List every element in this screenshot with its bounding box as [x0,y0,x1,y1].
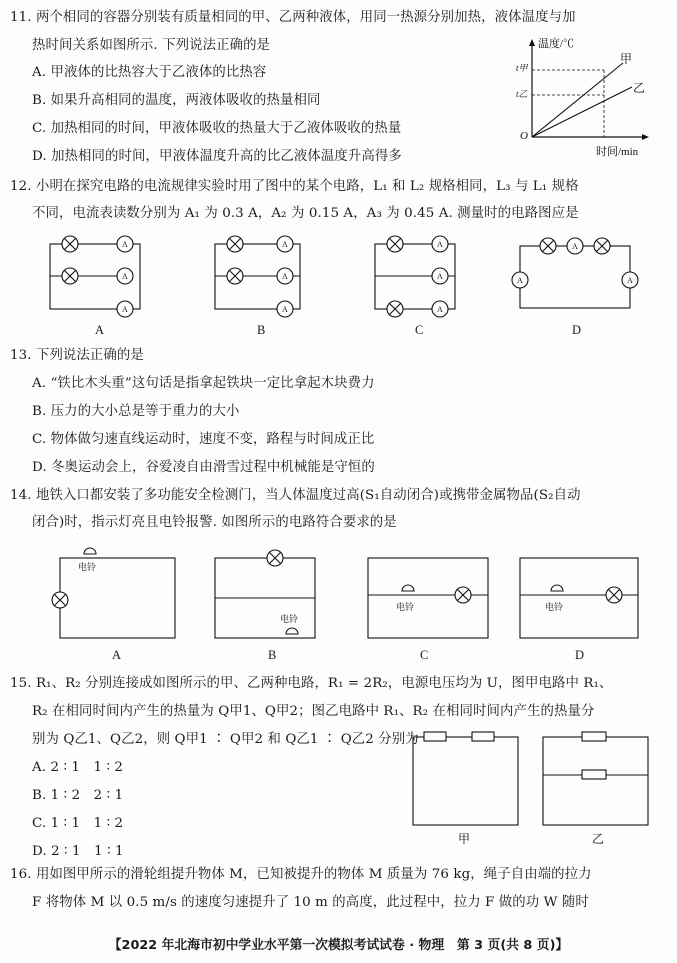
svg-text:A: A [572,242,578,251]
q16-stem-line2: F 将物体 M 以 0.5 m/s 的速度匀速提升了 10 m 的高度，此过程中，拉力 F 做的功 W 随时 [32,895,589,910]
q14-bell-label-d: 电铃 [545,602,564,612]
svg-text:A: A [437,240,443,249]
graph-x-axis-label: 时间/min [596,146,639,158]
q16-stem-line1: 16. 用如图甲所示的滑轮组提升物体 M，已知被提升的物体 M 质量为 76 kg，绳子自由端的拉力 [10,867,592,882]
graph-y-axis-label: 温度/℃ [538,38,575,50]
q13-stem: 13. 下列说法正确的是 [10,348,144,363]
graph-line-jia [532,63,623,137]
q15-circuit-jia-label: 甲 [458,832,471,846]
svg-text:A: A [437,305,443,314]
q13-option-c: C. 物体做匀速直线运动时，速度不变，路程与时间成正比 [32,432,375,447]
svg-text:A: A [437,272,443,281]
svg-text:A: A [517,276,523,285]
q15-stem-line1: 15. R₁、R₂ 分别连接成如图所示的甲、乙两种电路，R₁ = 2R₂，电源电压均为 U，图甲电路中 R₁、 [10,676,613,691]
q14-circuit-diagrams [50,540,660,645]
q15-stem-line2: R₂ 在相同时间内产生的热量为 Q甲1、Q甲2；图乙电路中 R₁、R₂ 在相同时间内产生的热量分 [32,704,595,719]
graph-t-yi-label: t乙 [516,89,528,99]
q13-option-a: A. “铁比木头重”这句话是指拿起铁块一定比拿起木块费力 [32,376,375,391]
q15-circuit-yi-label: 乙 [592,832,605,846]
q11-stem-line2: 热时间关系如图所示. 下列说法正确的是 [32,38,271,53]
graph-line-yi-label: 乙 [633,81,646,95]
q11-stem-line1: 11. 两个相同的容器分别装有质量相同的甲、乙两种液体，用同一热源分别加热，液体温度与加 [10,10,576,25]
q15-option-c: C. 1 ∶ 1 1 ∶ 2 [32,816,124,831]
q12-label-a: A [95,323,105,337]
q14-label-b: B [268,648,277,662]
q14-label-a: A [112,648,122,662]
q11-option-c: C. 加热相同的时间，甲液体吸收的热量大于乙液体吸收的热量 [32,121,402,136]
q11-temperature-time-graph [510,33,660,161]
q15-circuit-diagrams [400,725,660,850]
q14-bell-label-b: 电铃 [280,614,299,624]
svg-text:A: A [282,240,288,249]
svg-text:A: A [282,305,288,314]
q14-bell-label-a: 电铃 [78,562,97,572]
svg-text:A: A [627,276,633,285]
graph-line-jia-label: 甲 [620,52,633,66]
page-footer: 【2022 年北海市初中学业水平第一次模拟考试试卷 · 物理 第 3 页(共 8 页)】 [108,938,569,953]
q11-option-d: D. 加热相同的时间，甲液体温度升高的比乙液体温度升高得多 [32,149,402,164]
q11-option-a: A. 甲液体的比热容大于乙液体的比热容 [32,65,267,80]
q12-stem-line1: 12. 小明在探究电路的电流规律实验时用了图中的某个电路，L₁ 和 L₂ 规格相同，L₃ 与 L₁ 规格 [10,179,579,194]
svg-text:A: A [282,272,288,281]
q13-option-d: D. 冬奥运动会上，谷爱凌自由滑雪过程中机械能是守恒的 [32,460,375,475]
svg-text:A: A [122,305,128,314]
q14-stem-line2: 闭合)时，指示灯亮且电铃报警. 如图所示的电路符合要求的是 [32,515,397,530]
svg-text:A: A [122,240,128,249]
q11-option-b: B. 如果升高相同的温度，两液体吸收的热量相同 [32,93,321,108]
q15-stem-line3: 别为 Q乙1、Q乙2，则 Q甲1 ∶ Q甲2 和 Q乙1 ∶ Q乙2 分别为 [32,732,419,747]
svg-text:A: A [122,272,128,281]
q15-option-d: D. 2 ∶ 1 1 ∶ 1 [32,844,124,859]
q14-stem-line1: 14. 地铁入口都安装了多功能安全检测门，当人体温度过高(S₁自动闭合)或携带金属物品(S₂自动 [10,488,581,503]
graph-origin-label: O [520,130,528,142]
q14-label-d: D [575,648,585,662]
q12-circuit-diagrams [40,228,660,318]
q12-label-c: C [415,323,424,337]
q14-bell-label-c: 电铃 [396,602,415,612]
q12-label-b: B [257,323,266,337]
graph-t-jia-label: t甲 [516,63,528,73]
q15-option-b: B. 1 ∶ 2 2 ∶ 1 [32,788,124,803]
graph-line-yi [532,87,632,137]
q12-label-d: D [572,323,582,337]
q14-label-c: C [420,648,429,662]
q12-stem-line2: 不同，电流表读数分别为 A₁ 为 0.3 A，A₂ 为 0.15 A，A₃ 为 0.45 A. 测量时的电路图应是 [32,206,579,221]
q15-option-a: A. 2 ∶ 1 1 ∶ 2 [32,760,124,775]
q13-option-b: B. 压力的大小总是等于重力的大小 [32,404,240,419]
